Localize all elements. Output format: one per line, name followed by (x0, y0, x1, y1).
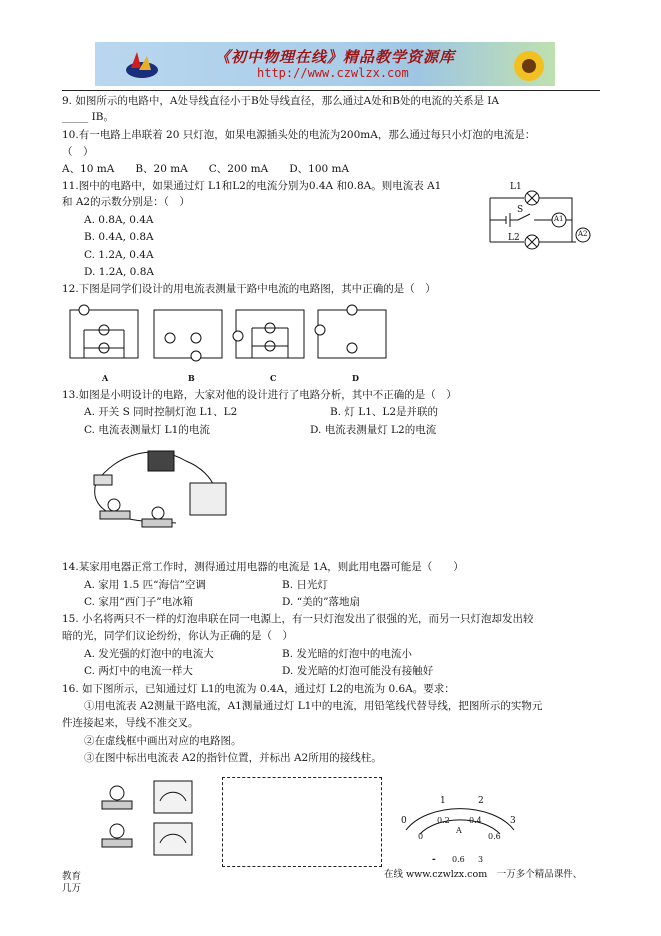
q13-option-d: D. 电流表测量灯 L2的电流 (310, 424, 437, 436)
q11-circuit-diagram (484, 180, 596, 260)
q13-option-a: A. 开关 S 同时控制灯泡 L1、L2 (84, 406, 238, 418)
footer-left: 教育 (62, 871, 82, 882)
banner-title: 《初中物理在线》精品教学资源库 (215, 48, 456, 66)
header-banner (95, 42, 555, 86)
q11-label-l1: L1 (510, 182, 522, 192)
dial-bottom-06: 0.6 (488, 832, 501, 841)
q11-option-a: A. 0.8A, 0.4A (84, 214, 154, 226)
q11-option-d: D. 1.2A, 0.8A (84, 266, 154, 278)
q16-requirement-1b: 件连接起来，导线不准交叉。 (62, 717, 199, 729)
q14-option-a: A. 家用 1.5 匹“海信”空调 (84, 579, 206, 591)
dial-bottom-02: 0.2 (437, 816, 450, 825)
q14-option-c: C. 家用“西门子”电冰箱 (84, 596, 194, 608)
q10-line1: 10.有一电路上串联着 20 只灯泡，如果电源插头处的电流为200mA，那么通过每只小灯泡的电流是： (62, 129, 536, 141)
q11-label-s: S (517, 205, 524, 215)
q9-line2: _____ IB。 (62, 111, 114, 123)
q16-requirement-1a: ①用电流表 A2测量干路电流，A1测量通过灯 L1中的电流，用铅笔线代替导线，把图所示的实物元 (84, 700, 543, 712)
q14-line1: 14.某家用电器正常工作时，测得通过用电器的电流是 1A，则此用电器可能是（ ） (62, 561, 464, 573)
q16-components-figure (96, 775, 206, 865)
sunflower-icon (509, 46, 549, 86)
dial-unit: A (456, 826, 462, 835)
q13-option-c: C. 电流表测量灯 L1的电流 (84, 424, 210, 436)
q13-physical-circuit (86, 443, 236, 543)
q12-line1: 12.下图是同学们设计的用电流表测量干路中电流的电路图，其中正确的是（ ） (62, 283, 436, 295)
q10-options: A、10 mA B、20 mA C、200 mA D、100 mA (62, 163, 350, 175)
q11-option-b: B. 0.4A, 0.8A (84, 231, 154, 243)
q13-line1: 13.如图是小明设计的电路，大家对他的设计进行了电路分析，其中不正确的是（ ） (62, 389, 457, 401)
site-logo-icon (125, 48, 159, 82)
terminal-negative[interactable]: - (432, 855, 436, 865)
q15-line2: 暗的光，同学们议论纷纷，你认为正确的是（ ） (62, 630, 293, 642)
q11-line1: 11.图中的电路中，如果通过灯 L1和L2的电流分别为0.4A 和0.8A。则电流表 A1 (62, 180, 442, 192)
q12-circuit-diagrams (66, 300, 396, 375)
terminal-06[interactable]: 0.6 (452, 855, 465, 864)
footer-right: 在线 www.czwlzx.com 一万多个精品课件、 (384, 869, 583, 880)
dial-top-3: 3 (510, 816, 516, 826)
q14-option-d: D. “美的”落地扇 (282, 596, 360, 608)
q9-line1: 9. 如图所示的电路中，A处导线直径小于B处导线直径，那么通过A处和B处的电流的关系是 IA (62, 95, 500, 107)
dial-bottom-0: 0 (418, 832, 424, 841)
q13-option-b: B. 灯 L1、L2是并联的 (330, 406, 439, 418)
dial-top-1: 1 (440, 796, 446, 806)
dial-top-0: 0 (401, 816, 407, 826)
q16-requirement-2: ②在虚线框中画出对应的电路图。 (84, 735, 242, 747)
q11-label-l2: L2 (508, 233, 520, 243)
q12-label-d: D (352, 373, 359, 383)
q11-label-a2: A2 (578, 230, 588, 238)
q16-requirement-3: ③在图中标出电流表 A2的指针位置，并标出 A2所用的接线柱。 (84, 752, 382, 764)
footer-left-2: 几万 (62, 883, 82, 894)
q12-label-b: B (188, 373, 195, 383)
q16-answer-box (222, 777, 382, 867)
q10-line2: （ ） (62, 146, 94, 158)
q15-option-d: D. 发光暗的灯泡可能没有接触好 (282, 665, 434, 677)
q15-line1: 15. 小名将两只不一样的灯泡串联在同一电源上，有一只灯泡发出了很强的光，而另一只灯泡却发出较 (62, 613, 534, 625)
q15-option-c: C. 两灯中的电流一样大 (84, 665, 193, 677)
q14-option-b: B. 日光灯 (282, 579, 328, 591)
banner-url[interactable]: http://www.czwlzx.com (257, 66, 409, 80)
q16-line1: 16. 如下图所示，已知通过灯 L1的电流为 0.4A，通过灯 L2的电流为 0.6A。要求： (62, 683, 455, 695)
header-rule (62, 90, 600, 91)
q15-option-a: A. 发光强的灯泡中的电流大 (84, 648, 214, 660)
q11-line2: 和 A2的示数分别是：（ ） (62, 196, 190, 208)
q12-label-c: C (270, 373, 277, 383)
dial-bottom-04: 0.4 (469, 816, 482, 825)
terminal-3[interactable]: 3 (478, 855, 484, 864)
q12-label-a: A (102, 373, 109, 383)
q11-option-c: C. 1.2A, 0.4A (84, 249, 154, 261)
q15-option-b: B. 发光暗的灯泡中的电流小 (282, 648, 412, 660)
q11-label-a1: A1 (554, 215, 564, 223)
dial-top-2: 2 (478, 796, 484, 806)
